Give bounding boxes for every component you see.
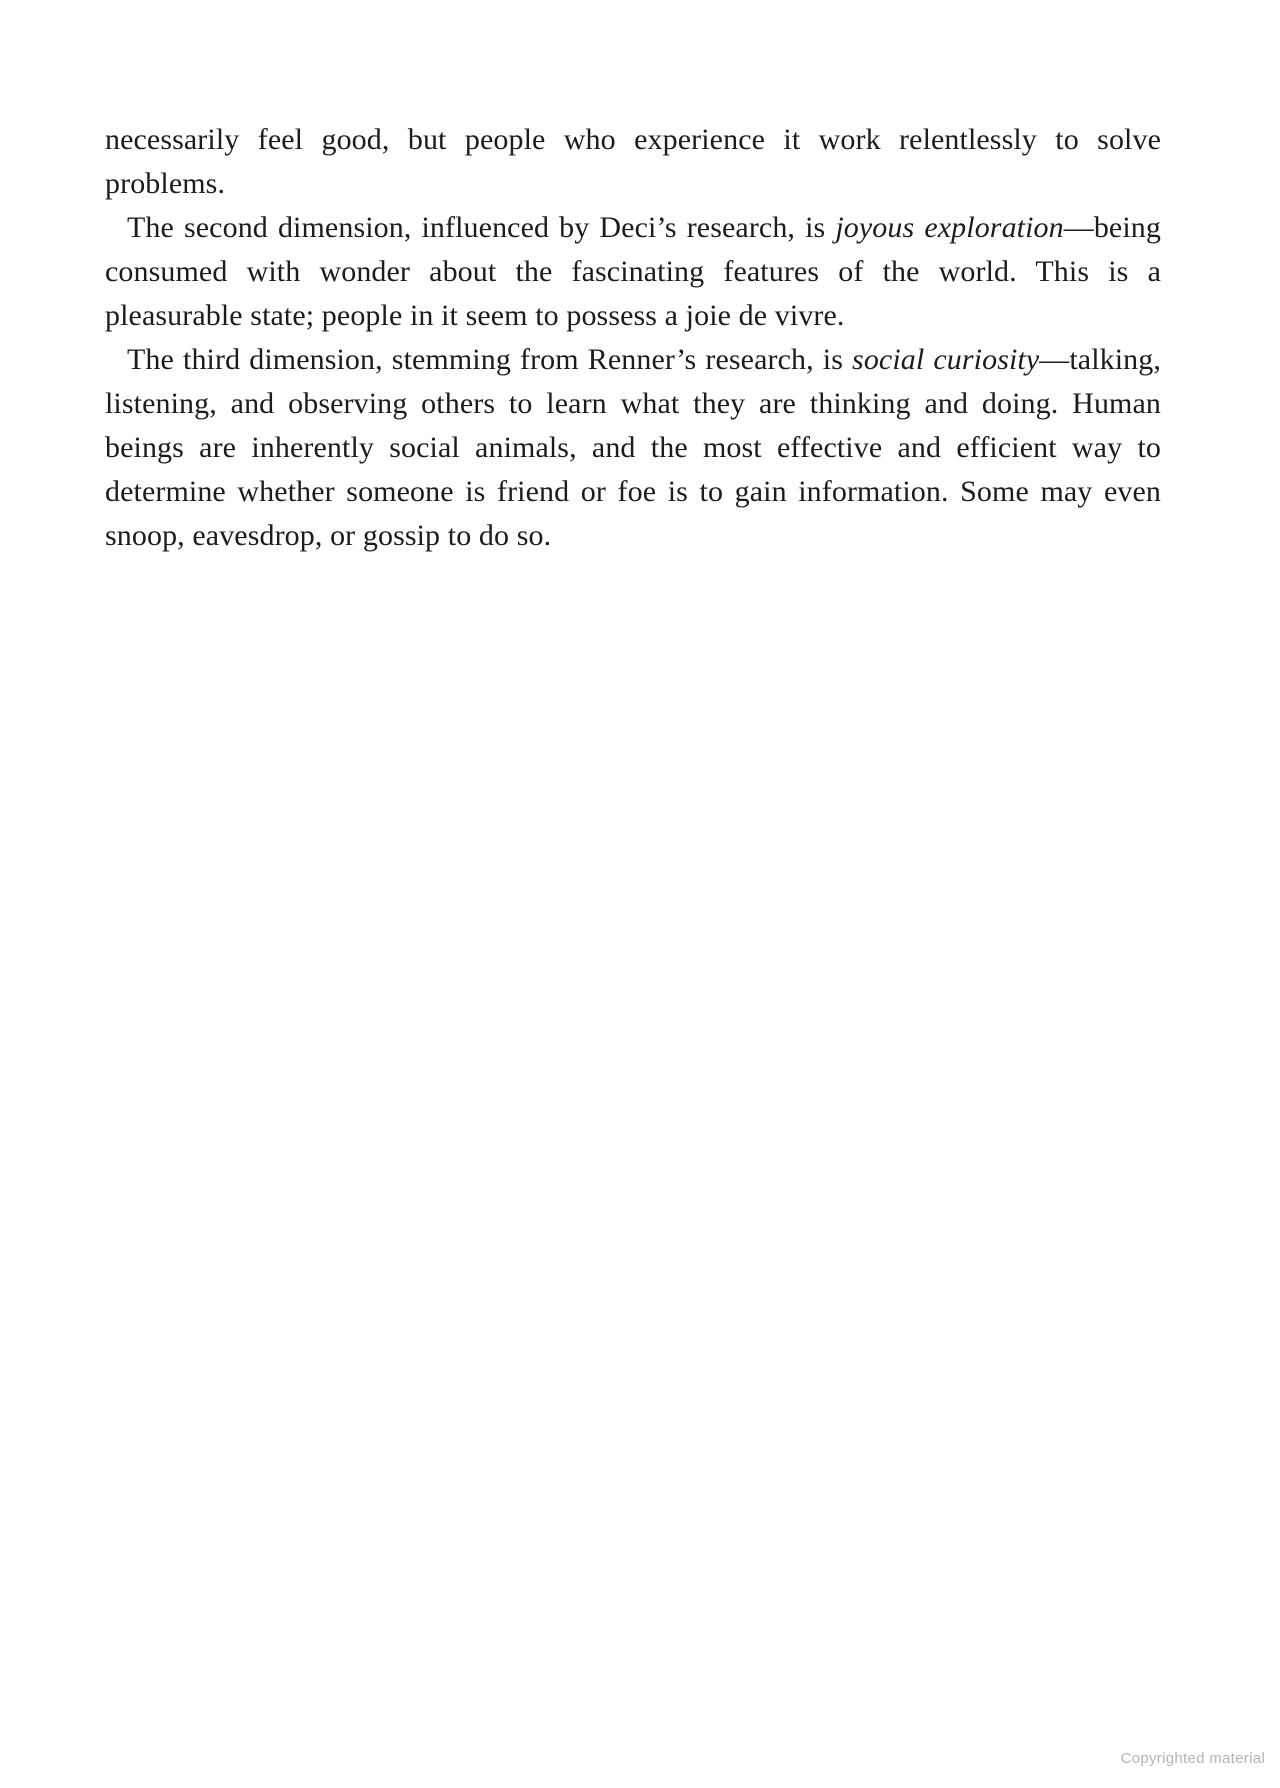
text-run: —talking, listening, and observing others to learn what they are thinking and doing. Human beings are inherently social animals, and the most effective and efficient way to determine whether someone is friend or foe is to gain information. Some may even snoop, eavesdrop, or gossip to do so. bbox=[105, 343, 1161, 552]
text-run: —being consumed with wonder about the fascinating features of the world. This is a pleasurable state; people in it seem to possess a joie de vivre. bbox=[105, 211, 1161, 332]
paragraph bbox=[105, 118, 1161, 206]
text-run: necessarily feel good, but people who experience it work relentlessly to solve problems. bbox=[105, 123, 1161, 200]
paragraph bbox=[105, 338, 1161, 558]
page-text bbox=[105, 118, 1161, 558]
text-run: The second dimension, influenced by Deci’s research, is bbox=[127, 211, 836, 244]
italic-text-run: joyous exploration bbox=[835, 211, 1064, 244]
italic-text-run: social curiosity bbox=[852, 343, 1040, 376]
text-run: The third dimension, stemming from Renner’s research, is bbox=[127, 343, 853, 376]
copyright-notice: Copyrighted material bbox=[1120, 1750, 1265, 1767]
paragraph bbox=[105, 206, 1161, 338]
